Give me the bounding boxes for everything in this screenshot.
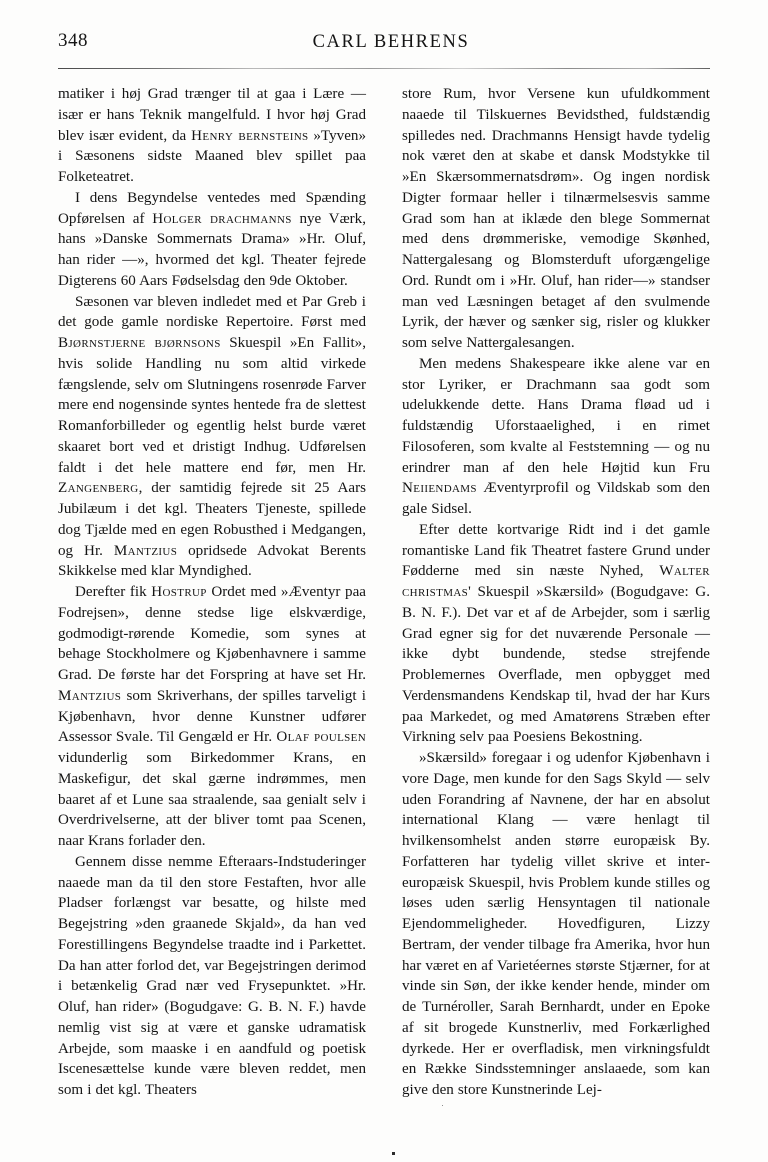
header-rule	[58, 68, 710, 69]
paragraph: Efter dette kortvarige Ridt ind i det gamle romantiske Land fik Theatret fastere Grund under Fødderne med sin næste Nyhed, Walter christmas' Skuespil »Skærsild» (Bogudgave: G. B. N. F.). Det var et af de Arbejder, som i særlig Grad egner sig for det nuværende Personale — ikke dybt bundende, stedse strejfende Problemernes Overflade, men opbygget med Verdensmandens Kendskap til, hvad der har Kurs paa Markedet, og med Amatørens Stræben efter Virkning selv paa Poesiens Bekostning.	[402, 521, 710, 746]
page-header	[58, 28, 710, 62]
folio-number: 348	[58, 30, 88, 51]
right-column	[402, 84, 710, 1101]
running-head: CARL BEHRENS	[312, 32, 470, 52]
scan-artifact-speck-faint	[442, 1105, 443, 1106]
paragraph: »Skærsild» foregaar i og udenfor Kjøbenhavn i vore Dage, men kunde for den Sags Skyld — selv uden Forandring af Navnene, der har en absolut international Klang — være henlagt til hvilkensomhelst anden større europæisk By. Forfatteren har tydelig villet skrive et inter-europæisk Skuespil, hvis Problem kunde stilles og løses uden særlig Hensyntagen til nationale Ejendommeligheder. Hovedfiguren, Lizzy Bertram, der vender tilbage fra Amerika, hvor hun har været en af Varietéernes største Stjærner, for at vinde sin Søn, der ikke kender hende, minder om de Turnéroller, Sarah Bernhardt, under en Epoke af sit brogede Kunstnerliv, med Forkærlighed dyrkede. Her er overfladisk, men virkningsfuldt en Række Sindsstemninger anslaaede, som kan give den store Kunstnerinde Lej-	[402, 750, 710, 1098]
paragraph: store Rum, hvor Versene kun ufuldkomment naaede til Tilskuernes Bevidsthed, fuldstændig spilledes ned. Drachmanns Hensigt havde tydelig nok været den at skabe et dansk Modstykke til »En Skærsommernatsdrøm». Og ingen nordisk Digter formaar heller i tilnærmelsesvis samme Grad som han at iklæde den blege Sommernat med dens drømmeriske, vemodige Skønhed, Nattergalesang og Blomsterduft uforgængelige Ord. Rundt om i »Hr. Oluf, han rider—» standser man ved Læsningen betaget af den svulmende Lyrik, der hæver og sænker sig, risler og klukker som selve Nattergalesangen.	[402, 86, 710, 351]
paragraph: Derefter fik Hostrup Ordet med »Æventyr paa Fodrejsen», denne stedse lige elskværdige, godmodigt-rørende Komedie, som synes at behage Stockholmere og Kjøbenhavnere i samme Grad. De første har det Forspring at have set Hr. Mantzius som Skriverhans, der spilles tarveligt i Kjøbenhavn, hvor denne Kunstner udfører Assessor Svale. Til Gengæld er Hr. Olaf poulsen vidunderlig som Birkedommer Krans, en Maskefigur, det skal gærne indrømmes, men baaret af et Lune saa straalende, saa genialt selv i Overdrivelserne, att der bliver tomt paa Scenen, naar Krans forlader den.	[58, 584, 366, 849]
two-column-body	[58, 84, 710, 1101]
paragraph: matiker i høj Grad trænger til at gaa i Lære — især er hans Teknik mangelfuld. I hvor høj Grad blev især evident, da Henry bernsteins »Tyven» i Sæsonens sidste Maaned blev spillet paa Folketeatret.	[58, 86, 366, 185]
left-column	[58, 84, 366, 1101]
paragraph: Men medens Shakespeare ikke alene var en stor Lyriker, er Drachmann saa godt som udelukkende dette. Hans Drama fløad ud i fuldstændig Uforstaaelighed, i en rimet Filosoferen, som kvalte al Feststemning — og nu erindrer man af den hele Højtid kun Fru Neiiendams Æventyrprofil og Vildskab som den gale Sidsel.	[402, 355, 710, 517]
paragraph: Gennem disse nemme Efteraars-Indstuderinger naaede man da til den store Festaften, hvor alle Pladser forlængst var besatte, og hilste med Begejstring »den graanede Skjald», da han ved Forestillingens Begyndelse traadte ind i Parkettet. Da han atter forlod det, var Begejstringen derimod i betænkelig Grad nær ved Frysepunktet. »Hr. Oluf, han rider» (Bogudgave: G. B. N. F.) havde nemlig vist sig at være et ganske udramatisk Arbejde, som maaske i en aandfuld og poetisk Iscenesættelse kunde være bleven reddet, men som i det kgl. Theaters	[58, 853, 366, 1098]
paragraph: Sæsonen var bleven indledet med et Par Greb i det gode gamle nordiske Repertoire. Først med Bjørnstjerne bjørnsons Skuespil »En Fallit», hvis solide Handling nu som altid virkede fængslende, selv om Slutningens rosenrøde Farver mere end nogensinde syntes hentede fra de slettest Romanforbilleder og egentlig helst burde været skaaret bort ved et dristigt Indhug. Udførelsen faldt i det hele mattere end før, men Hr. Zangenberg, der samtidig fejrede sit 25 Aars Jubilæum i det kgl. Theaters Tjeneste, spillede dog Tjælde med en egen Robusthed i Medgangen, og Hr. Mantzius opridsede Advokat Berents Skikkelse med klar Myndighed.	[58, 293, 366, 580]
scan-artifact-speck	[392, 1152, 395, 1155]
paragraph: I dens Begyndelse ventedes med Spænding Opførelsen af Holger drachmanns nye Værk, hans »Danske Sommernats Drama» »Hr. Oluf, han rider —», hvormed det kgl. Theater fejrede Digterens 60 Aars Fødselsdag den 9de Oktober.	[58, 189, 366, 289]
